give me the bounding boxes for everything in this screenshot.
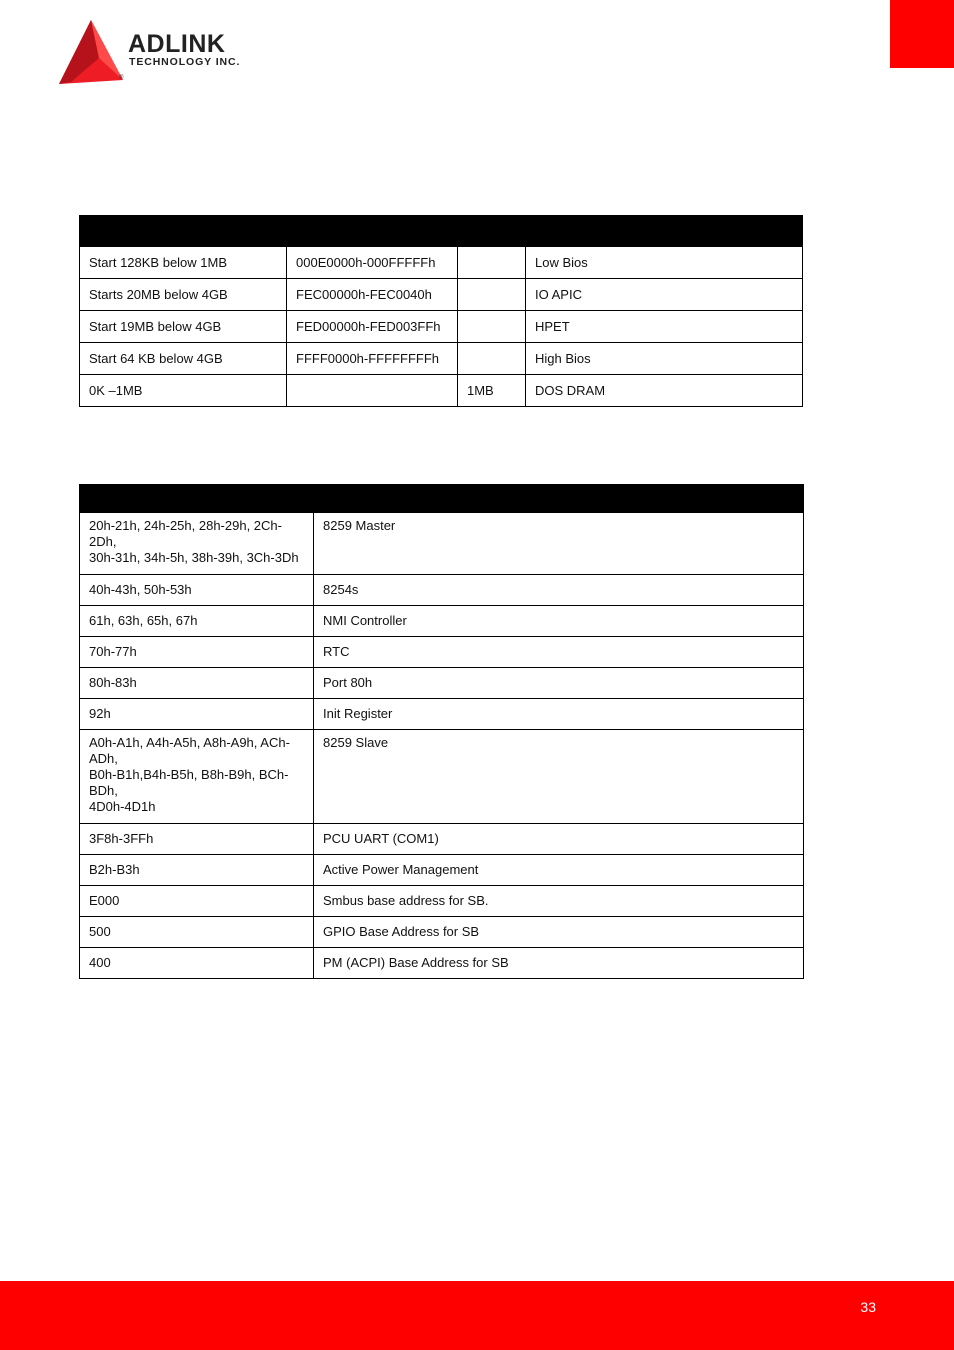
table-row — [80, 855, 804, 886]
address-cell: 92h — [80, 699, 314, 730]
table-row — [80, 606, 804, 637]
corner-tab — [890, 0, 954, 68]
address-cell: 20h-21h, 24h-25h, 28h-29h, 2Ch-2Dh, 30h-31h, 34h-5h, 38h-39h, 3Ch-3Dh — [80, 513, 314, 575]
function-cell: PM (ACPI) Base Address for SB — [314, 948, 804, 979]
table-cell: High Bios — [526, 343, 803, 375]
table-cell — [287, 375, 458, 407]
address-cell: 40h-43h, 50h-53h — [80, 575, 314, 606]
table-row — [80, 948, 804, 979]
function-cell: Active Power Management — [314, 855, 804, 886]
table-cell: DOS DRAM — [526, 375, 803, 407]
table-row — [80, 824, 804, 855]
table-row — [80, 375, 803, 407]
logo-wordmark: ADLINK — [128, 30, 226, 58]
logo-registered-mark: ® — [119, 75, 124, 81]
table-row — [80, 886, 804, 917]
table-cell — [458, 279, 526, 311]
header-cell — [80, 485, 804, 513]
table-cell: Starts 20MB below 4GB — [80, 279, 287, 311]
table-row — [80, 917, 804, 948]
address-cell: A0h-A1h, A4h-A5h, A8h-A9h, ACh-ADh, B0h-B1h,B4h-B5h, B8h-B9h, BCh-BDh, 4D0h-4D1h — [80, 730, 314, 824]
table-row — [80, 575, 804, 606]
table-cell: FED00000h-FED003FFh — [287, 311, 458, 343]
memory-map-table — [79, 215, 803, 407]
function-cell: 8259 Master — [314, 513, 804, 575]
address-cell: 3F8h-3FFh — [80, 824, 314, 855]
function-cell: 8254s — [314, 575, 804, 606]
memory-table-header — [80, 216, 803, 247]
logo-tagline: TECHNOLOGY INC. — [129, 56, 241, 68]
function-cell: PCU UART (COM1) — [314, 824, 804, 855]
page-number: 33 — [860, 1299, 876, 1315]
io-table-header — [80, 485, 804, 513]
table-cell: 000E0000h-000FFFFFh — [287, 247, 458, 279]
io-map-table — [79, 484, 804, 979]
address-cell: 500 — [80, 917, 314, 948]
table-row — [80, 637, 804, 668]
header-cell — [287, 216, 803, 247]
adlink-logo — [57, 18, 269, 86]
table-cell: Low Bios — [526, 247, 803, 279]
table-cell: FFFF0000h-FFFFFFFFh — [287, 343, 458, 375]
table-row — [80, 311, 803, 343]
function-cell: GPIO Base Address for SB — [314, 917, 804, 948]
function-cell: Init Register — [314, 699, 804, 730]
table-cell — [458, 311, 526, 343]
table-cell: HPET — [526, 311, 803, 343]
address-cell: 61h, 63h, 65h, 67h — [80, 606, 314, 637]
table-row — [80, 730, 804, 824]
table-cell: 0K –1MB — [80, 375, 287, 407]
function-cell: Port 80h — [314, 668, 804, 699]
table-row — [80, 247, 803, 279]
table-row — [80, 699, 804, 730]
function-cell: Smbus base address for SB. — [314, 886, 804, 917]
footer-bar — [0, 1281, 954, 1350]
function-cell: NMI Controller — [314, 606, 804, 637]
table-cell: Start 128KB below 1MB — [80, 247, 287, 279]
address-cell: 70h-77h — [80, 637, 314, 668]
table-row — [80, 343, 803, 375]
table-cell — [458, 343, 526, 375]
address-cell: 400 — [80, 948, 314, 979]
table-cell: FEC00000h-FEC0040h — [287, 279, 458, 311]
table-row — [80, 668, 804, 699]
table-cell — [458, 247, 526, 279]
header-cell — [80, 216, 287, 247]
address-cell: B2h-B3h — [80, 855, 314, 886]
table-cell: Start 64 KB below 4GB — [80, 343, 287, 375]
table-cell: 1MB — [458, 375, 526, 407]
address-cell: E000 — [80, 886, 314, 917]
table-cell: Start 19MB below 4GB — [80, 311, 287, 343]
table-row — [80, 513, 804, 575]
table-row — [80, 279, 803, 311]
table-cell: IO APIC — [526, 279, 803, 311]
function-cell: RTC — [314, 637, 804, 668]
address-cell: 80h-83h — [80, 668, 314, 699]
function-cell: 8259 Slave — [314, 730, 804, 824]
